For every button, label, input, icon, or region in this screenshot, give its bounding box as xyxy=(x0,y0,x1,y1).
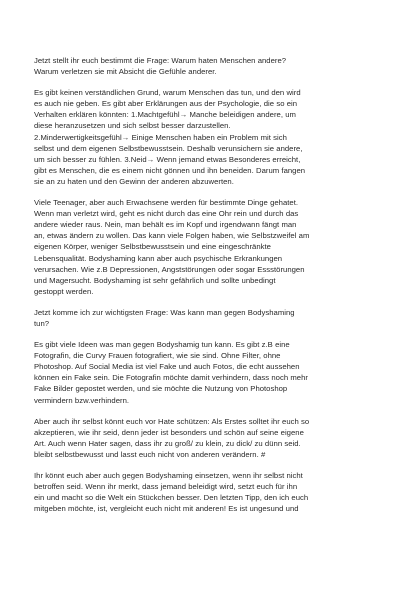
text-line: selbst und dem eigenen Selbstbewusstsein. Deshalb verunsichern sie andere, xyxy=(34,143,303,153)
paragraph-take-action xyxy=(34,470,396,514)
text-line: an, etwas ändern zu wollen. Das kann viele Folgen haben, wie Selbstzweifel am xyxy=(34,231,310,241)
text-line: vermindern bzw.verhindern. xyxy=(34,395,130,405)
paragraph-question-why-hate xyxy=(34,55,396,77)
text-line: Lebensqualität. Bodyshaming kann aber auch psychische Erkrankungen xyxy=(34,253,283,263)
text-line: gibt es Menschen, die es einem nicht gönnen und ihn beneiden. Darum fangen xyxy=(34,165,306,175)
text-line: diese heranzusetzen und sich selbst besser darzustellen. xyxy=(34,121,231,131)
text-line: Jetzt stellt ihr euch bestimmt die Frage: Warum haten Menschen andere? xyxy=(34,56,287,65)
paragraph-self-protection xyxy=(34,416,396,460)
text-line: Es gibt viele Ideen was man gegen Bodyshamig tun kann. Es gibt z.B eine xyxy=(34,340,290,350)
text-line: betroffen seid. Wenn ihr merkt, dass jemand beleidigt wird, setzt euch für ihn xyxy=(34,482,298,492)
text-line: bleibt selbstbewusst und lasst euch nicht von anderen verändern. # xyxy=(34,449,266,459)
text-line: und Magersucht. Bodyshaming ist sehr gefährlich und sollte unbedingt xyxy=(34,275,276,285)
text-line: Fake Bilder gepostet werden, und sie möchte die Nutzung von Photoshop xyxy=(34,384,288,394)
text-line: Es gibt keinen verständlichen Grund, warum Menschen das tun, und den wird xyxy=(34,88,301,98)
text-line: Viele Teenager, aber auch Erwachsene werden für bestimmte Dinge gehatet. xyxy=(34,198,299,208)
text-line: ein und macht so die Welt ein Stückchen besser. Den letzten Tipp, den ich euch xyxy=(34,493,309,503)
text-line: Jetzt komme ich zur wichtigsten Frage: Was kann man gegen Bodyshaming xyxy=(34,307,295,317)
text-line: Aber auch ihr selbst könnt euch vor Hate schützen: Als Erstes solltet ihr euch so xyxy=(34,416,310,426)
text-line: verursachen. Wie z.B Depressionen, Angststörungen oder sogar Essstörungen xyxy=(34,264,305,274)
text-line: es auch nie geben. Es gibt aber Erklärungen aus der Psychologie, die so ein xyxy=(34,99,298,109)
text-line: sie an zu haten und den Gewinn der anderen abzuwerten. xyxy=(34,176,234,186)
paragraph-consequences xyxy=(34,197,396,297)
text-line: Photoshop. Auf Social Media ist viel Fake und auch Fotos, die echt aussehen xyxy=(34,362,300,372)
text-line: Warum verletzen sie mit Absicht die Gefühle anderer. xyxy=(34,67,217,77)
text-line: eigenen Körper, weniger Selbstbewusstsein und eine eingeschränkte xyxy=(34,242,271,252)
text-line: um sich besser zu fühlen. 3.Neid→ Wenn jemand etwas Besonderes erreicht, xyxy=(34,154,301,164)
text-line: tun? xyxy=(34,318,50,328)
text-line: mitgeben möchte, ist, vergleicht euch nicht mit anderen! Es ist ungesund und xyxy=(34,504,299,514)
paragraph-question-what-to-do xyxy=(34,307,396,329)
text-line: können ein Fake sein. Die Fotografin möchte damit verhindern, dass noch mehr xyxy=(34,373,308,383)
text-line: andere wieder raus. Nein, man behält es im Kopf und irgendwann fängt man xyxy=(34,220,297,230)
text-line: Verhalten erklären könnten: 1.Machtgefühl→ Manche beleidigen andere, um xyxy=(34,110,296,120)
text-line: akzeptieren, wie ihr seid, denn jeder ist besonders und schön auf seine eigene xyxy=(34,427,304,437)
text-line: gestoppt werden. xyxy=(34,286,94,296)
text-line: Art. Auch wenn Hater sagen, dass ihr zu groß/ zu klein, zu dick/ zu dünn seid. xyxy=(34,438,301,448)
paragraph-psychology-reasons xyxy=(34,87,396,187)
text-line: Wenn man verletzt wird, geht es nicht durch das eine Ohr rein und durch das xyxy=(34,209,299,219)
paragraph-photographer xyxy=(34,339,396,406)
text-line: Ihr könnt euch aber auch gegen Bodyshaming einsetzen, wenn ihr selbst nicht xyxy=(34,471,303,480)
text-line: Fotografin, die Curvy Frauen fotografiert, wie sie sind. Ohne Filter, ohne xyxy=(34,351,281,361)
text-line: 2.Minderwertigkeitsgefühl→ Einige Menschen haben ein Problem mit sich xyxy=(34,132,287,142)
